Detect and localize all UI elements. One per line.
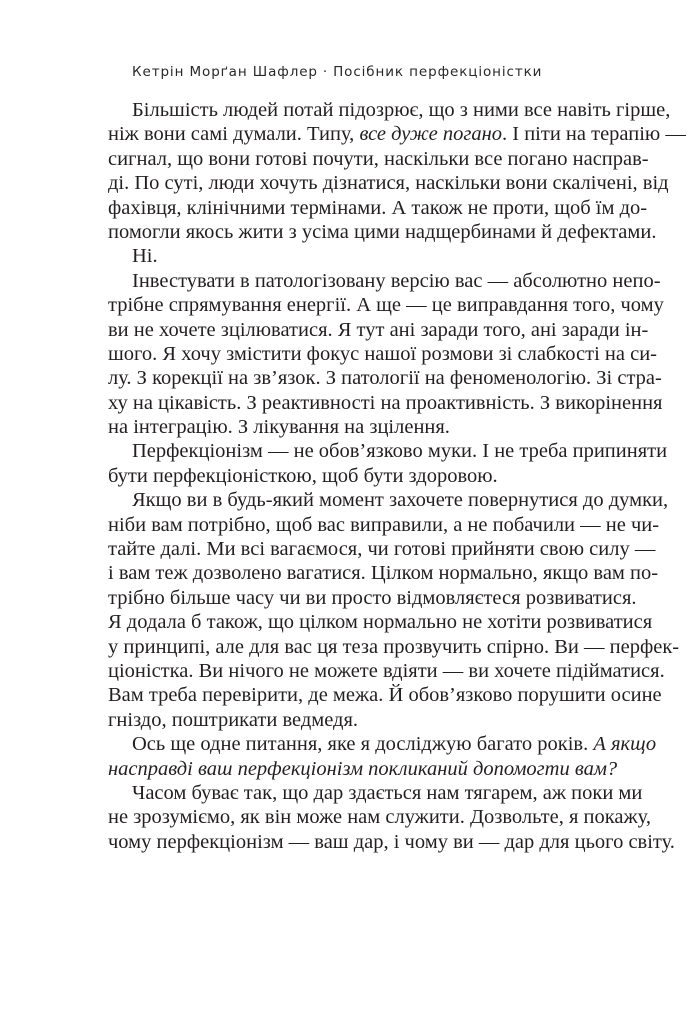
text-segment: помогли якось жити з усіма цими надщербинами й дефектами. [108,220,657,243]
text-segment: Ні. [132,245,158,268]
text-segment: бути перфекціоністкою, щоб бути здоровою. [108,464,498,487]
text-segment: на інтеграцію. З лікування на зцілення. [108,416,450,439]
text-segment: не зрозуміємо, як він може нам служити. Дозвольте, я покажу, [108,806,651,829]
text-line [108,610,653,634]
text-segment: ніби вам потрібно, щоб вас виправили, а не побачили — не чи- [108,513,660,536]
running-head-title: Посібник перфекціоністки [333,64,543,80]
text-segment: Вам треба перевірити, де межа. Й обов’язково порушити осине [108,684,662,707]
text-line [108,318,649,342]
text-line [108,366,662,390]
paragraph [108,439,668,488]
text-line [108,342,657,366]
text-line [108,781,643,805]
text-segment: у принципі, але для вас ця теза прозвучить спірно. Ви — перфек- [108,635,680,658]
text-segment: Інвестувати в патологізовану версію вас — абсолютно непо- [132,269,661,292]
paragraph [108,269,664,440]
text-line [108,683,662,707]
text-line [108,757,618,781]
text-segment: . І піти на терапію — [502,123,686,146]
text-segment: шого. Я хочу змістити фокус нашої розмови зі слабкості на си- [108,342,657,365]
paragraph [108,732,657,781]
paragraph [108,98,686,244]
text-line [108,708,588,732]
text-segment: сигнал, що вони готові почути, наскільки все погано насправ- [108,147,649,170]
text-line [108,147,649,171]
text-line [108,196,648,220]
text-segment: ніж вони самі думали. Типу, [108,123,360,146]
text-line [108,464,588,488]
text-segment: ви не хочете зцілюватися. Я тут ані заради того, ані заради ін- [108,318,649,341]
italic-text: все дуже погано [359,123,502,146]
running-head-separator: · [322,64,329,80]
italic-text: насправді ваш перфекціонізм покликаний допомогти вам? [108,757,618,780]
text-line [108,269,661,293]
text-segment: Якщо ви в будь-який момент захочете повернутися до думки, [132,489,669,512]
text-line [108,635,680,659]
text-line [108,561,659,585]
text-line [108,513,660,537]
text-segment: лу. З корекції на зв’язок. З патології на феноменологію. Зі стра- [108,367,662,390]
running-head-author: Кетрін Морґан Шафлер [132,64,318,80]
text-line [108,439,668,463]
text-segment: Я додала б також, що цілком нормально не хотіти розвиватися [108,611,653,634]
italic-text: А якщо [593,733,657,756]
text-line [108,488,669,512]
paragraph [108,781,675,854]
text-segment: ціоністка. Ви нічого не можете вдіяти — ви хочете підійматися. [108,659,665,682]
text-line [108,122,686,146]
text-line [108,220,657,244]
text-segment: ху на цікавість. З реактивності на проактивність. З викорінення [108,391,663,414]
text-segment: чому перфекціонізм — ваш дар, і чому ви — дар для цього світу. [108,830,675,853]
text-line [108,537,656,561]
text-line [108,659,665,683]
text-segment: тайте далі. Ми всі вагаємося, чи готові прийняти свою силу — [108,538,656,561]
paragraph [108,488,680,732]
text-segment: і вам теж дозволено вагатися. Цілком нормально, якщо вам по- [108,562,659,585]
text-line [108,244,588,268]
text-segment: фахівця, клінічними термінами. А також не проти, щоб їм до- [108,196,648,219]
text-line [108,732,657,756]
text-line [108,391,663,415]
text-line [108,415,588,439]
text-segment: Більшість людей потай підозрює, що з ними все навіть гірше, [132,99,671,121]
text-segment: трібно більше часу чи ви просто відмовляєтеся розвиватися. [108,586,637,609]
text-segment: ді. По суті, люди хочуть дізнатися, наскільки вони скалічені, від [108,172,669,195]
text-segment: гніздо, поштрикати ведмедя. [108,708,359,731]
text-line [108,98,671,122]
text-segment: Ось ще одне питання, яке я досліджую багато років. [132,733,594,756]
text-line [108,586,637,610]
body-text [108,98,686,854]
text-line [108,805,651,829]
text-segment: трібне спрямування енергії. А ще — це виправдання того, чому [108,294,664,317]
text-segment: Часом буває так, що дар здається нам тягарем, аж поки ми [132,781,643,804]
paragraph [108,244,588,268]
text-line [108,830,675,854]
running-head [132,64,542,80]
text-line [108,171,669,195]
text-segment: Перфекціонізм — не обов’язково муки. І не треба припиняти [132,440,668,463]
text-line [108,293,664,317]
